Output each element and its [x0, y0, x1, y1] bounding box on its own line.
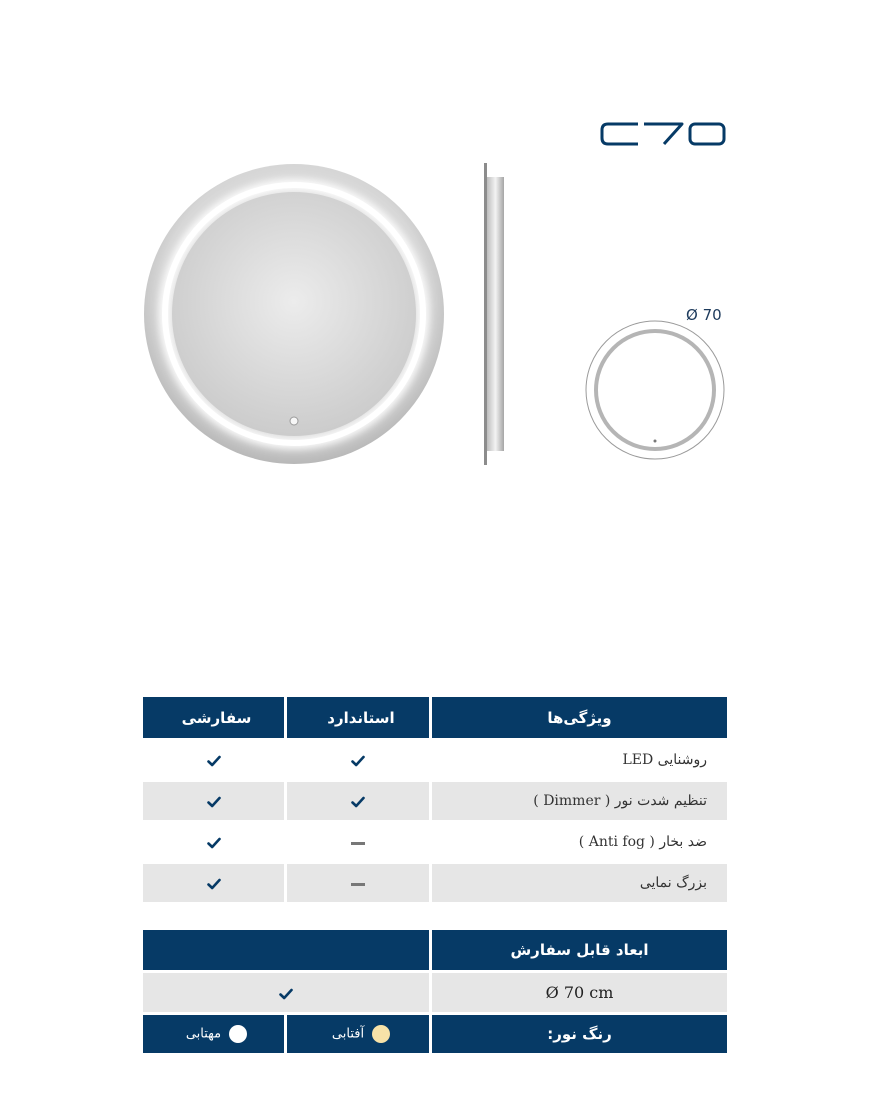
option-label: مهتابی — [185, 1026, 222, 1042]
option-label: آفتابی — [331, 1026, 365, 1042]
feature-label: تنظیم شدت نور ( Dimmer ) — [432, 782, 727, 823]
dimensions-table — [143, 930, 727, 1056]
custom-cell — [143, 782, 287, 823]
feature-label: بزرگ نمایی — [432, 864, 727, 905]
check-icon — [207, 833, 221, 852]
check-icon — [207, 792, 221, 811]
feature-label: روشنایی LED — [432, 741, 727, 782]
table-row — [143, 782, 727, 823]
check-icon — [207, 751, 221, 770]
table-row — [143, 741, 727, 782]
custom-cell — [143, 864, 287, 905]
standard-cell — [287, 823, 432, 864]
standard-cell — [287, 782, 432, 823]
model-title — [598, 112, 728, 156]
header-dimensions: ابعاد قابل سفارش — [432, 930, 727, 973]
diameter-label: Ø 70 — [686, 306, 722, 324]
dash-icon — [351, 883, 365, 886]
custom-cell — [143, 741, 287, 782]
table-row — [143, 973, 727, 1015]
check-icon — [351, 751, 365, 770]
check-icon — [207, 874, 221, 893]
check-icon — [351, 792, 365, 811]
mirror-side-view — [482, 163, 506, 465]
feature-label: ضد بخار ( Anti fog ) — [432, 823, 727, 864]
light-color-label: رنگ نور: — [432, 1015, 727, 1056]
table-row — [143, 864, 727, 905]
mirror-technical-drawing — [582, 320, 728, 460]
light-color-row — [143, 1015, 727, 1056]
header-custom: سفارشی — [143, 697, 287, 741]
standard-cell — [287, 741, 432, 782]
table-row — [143, 823, 727, 864]
dimension-value: Ø 70 cm — [432, 973, 727, 1015]
custom-cell — [143, 823, 287, 864]
dimension-availability — [143, 973, 432, 1015]
light-option-sunlight — [287, 1015, 432, 1056]
sunlight-swatch-icon — [372, 1025, 390, 1043]
header-features: ویژگی‌ها — [432, 697, 727, 741]
dash-icon — [351, 842, 365, 845]
check-icon — [279, 983, 293, 1002]
moonlight-swatch-icon — [229, 1025, 247, 1043]
standard-cell — [287, 864, 432, 905]
features-table — [143, 697, 727, 905]
mirror-front-view — [143, 163, 445, 465]
light-option-moonlight — [143, 1015, 287, 1056]
header-blank — [143, 930, 432, 973]
header-standard: استاندارد — [287, 697, 432, 741]
touch-sensor-icon — [290, 417, 298, 425]
